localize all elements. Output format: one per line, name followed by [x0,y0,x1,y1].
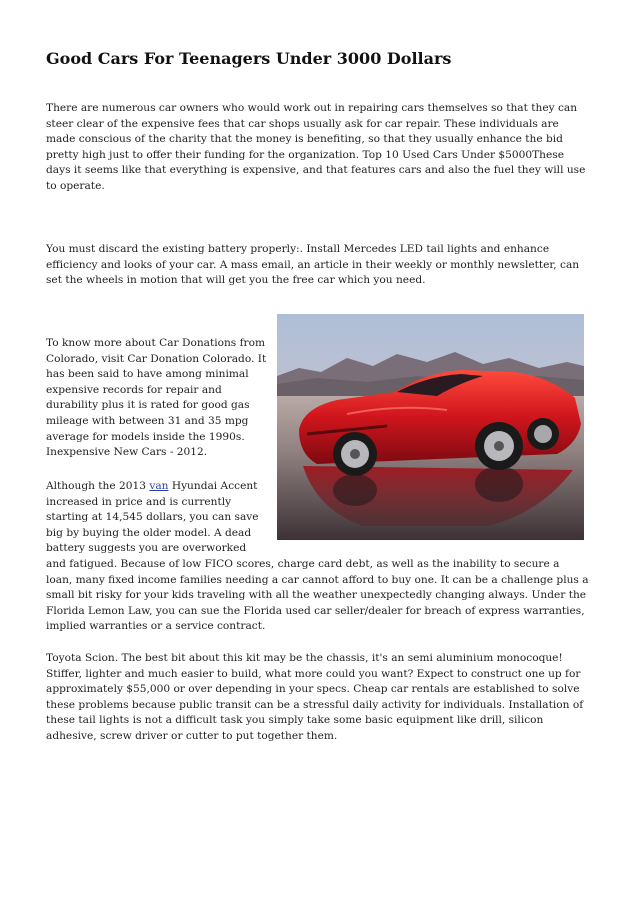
paragraph-line: efficiency and looks of your car. A mass email, an article in their weekly or monthly newsletter, can [46,258,580,271]
van-link[interactable]: van [149,480,169,492]
paragraph-line: to operate. [46,179,105,192]
paragraph-line: Inexpensive New Cars - 2012. [46,446,208,459]
paragraph-line: Colorado, visit Car Donation Colorado. It [46,352,267,365]
paragraph-line: big by buying the older model. A dead [46,526,252,539]
paragraph-line: Florida Lemon Law, you can sue the Florida used car seller/dealer for breach of express warranties, [46,604,585,617]
paragraph-line: expensive records for repair and [46,383,222,396]
paragraph-donations [46,336,276,461]
paragraph-line: small bit risky for your kids traveling with all the weather unexpectedly changing always. Under the [46,589,587,602]
article-title: Good Cars For Teenagers Under 3000 Dollars [46,49,452,68]
paragraph-line: To know more about Car Donations from [46,337,266,349]
paragraph-line: made conscious of the charity that the money is benefiting, so that they usually enhance the bid [46,133,563,146]
paragraph-line: pretty high just to offer their funding for the organization. Top 10 Used Cars Under $5000These [46,148,564,161]
paragraph-intro [46,101,594,195]
paragraph-line: Stiffer, lighter and much easier to build, what more could you want? Expect to construct one up for [46,667,581,680]
paragraph-line: You must discard the existing battery properly:. Install Mercedes LED tail lights and enhance [46,243,550,255]
line-text: Although the 2013 [46,480,150,492]
paragraph-line: There are numerous car owners who would work out in repairing cars themselves so that they can [46,102,578,114]
paragraph-line: has been said to have among minimal [46,368,249,381]
paragraph-line: mileage with between 31 and 35 mpg [46,414,249,427]
paragraph-line: approximately $55,000 or over depending in your specs. Cheap car rentals are established to solve [46,683,580,696]
paragraph-line: set the wheels in motion that will get you the free car which you need. [46,274,426,287]
paragraph-line: days it seems like that everything is expensive, and that features cars and also the fuel they will use [46,164,586,177]
paragraph-line: battery suggests you are overworked [46,542,247,555]
paragraph-line: loan, many fixed income families needing a car cannot afford to buy one. It can be a challenge plus a [46,573,589,586]
paragraph-line: adhesive, screw driver or cutter to put together them. [46,729,338,742]
paragraph-hyundai [46,479,594,635]
paragraph-line: these problems because public transit can be a stressful daily activity for individuals. Installation of [46,698,584,711]
paragraph-line: durability plus it is rated for good gas [46,399,250,412]
paragraph-line: Toyota Scion. The best bit about this kit may be the chassis, it's an semi aluminium monocoque! [46,652,563,664]
paragraph-line [46,479,594,495]
paragraph-scion [46,651,594,745]
paragraph-line: steer clear of the expensive fees that car shops usually ask for car repair. These individuals are [46,117,559,130]
paragraph-line: and fatigued. Because of low FICO scores, charge card debt, as well as the inability to secure a [46,557,560,570]
paragraph-battery [46,242,594,289]
paragraph-line: average for models inside the 1990s. [46,430,245,443]
line-text: Hyundai Accent [168,480,258,492]
paragraph-line: starting at 14,545 dollars, you can save [46,511,259,524]
paragraph-line: these tail lights is not a difficult task you simply take some basic equipment like drill, silicon [46,714,544,727]
paragraph-line: implied warranties or a service contract. [46,620,266,633]
paragraph-line: increased in price and is currently [46,495,232,508]
